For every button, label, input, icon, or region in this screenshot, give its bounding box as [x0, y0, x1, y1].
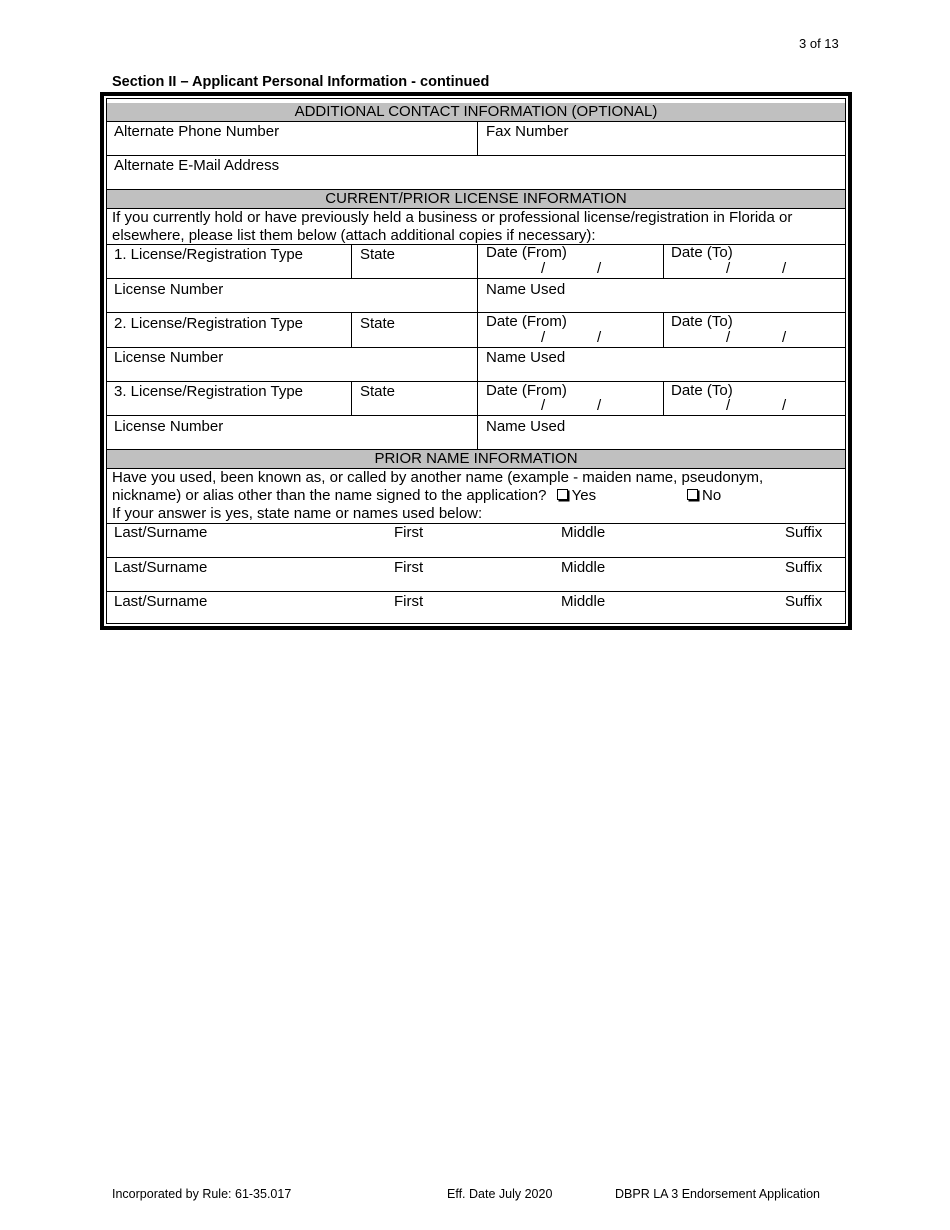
no-option[interactable]	[687, 487, 721, 505]
form-table	[106, 98, 846, 624]
suffix-label: Suffix	[785, 559, 823, 576]
section-title: Section II – Applicant Personal Information - continued	[112, 74, 490, 90]
first-label: First	[394, 559, 424, 576]
no-checkbox[interactable]	[687, 489, 698, 500]
page-number: 3 of 13	[799, 36, 839, 51]
divider	[351, 381, 352, 415]
prior-name-header: PRIOR NAME INFORMATION	[107, 450, 845, 468]
date-separator: /	[726, 260, 731, 277]
divider	[107, 312, 845, 313]
alt-email-label: Alternate E-Mail Address	[114, 157, 280, 174]
divider	[351, 244, 352, 278]
divider	[477, 415, 478, 449]
date-separator: /	[782, 260, 787, 277]
middle-label: Middle	[561, 524, 606, 541]
middle-label: Middle	[561, 559, 606, 576]
yes-option[interactable]	[557, 487, 596, 504]
first-label: First	[394, 593, 424, 610]
divider	[107, 244, 845, 245]
footer-rule: Incorporated by Rule: 61-35.017	[112, 1187, 292, 1201]
divider	[477, 121, 478, 155]
divider	[107, 415, 845, 416]
divider	[107, 591, 845, 592]
divider	[477, 381, 478, 415]
divider	[477, 278, 478, 312]
divider	[663, 312, 664, 347]
license-number-label: License Number	[114, 349, 224, 366]
application-form	[100, 92, 852, 630]
divider	[477, 312, 478, 347]
divider	[107, 155, 845, 156]
divider	[107, 523, 845, 524]
state-label: State	[360, 315, 396, 332]
date-separator: /	[597, 260, 602, 277]
date-separator: /	[597, 397, 602, 414]
divider	[107, 121, 845, 122]
date-separator: /	[782, 397, 787, 414]
prior-name-question-line1: Have you used, been known as, or called by another name (example - maiden name, pseudonym,	[112, 469, 764, 486]
date-from-label: Date (From)	[486, 244, 567, 261]
date-separator: /	[782, 329, 787, 346]
last-surname-label: Last/Surname	[114, 559, 208, 576]
date-separator: /	[541, 329, 546, 346]
suffix-label: Suffix	[785, 593, 823, 610]
divider	[663, 381, 664, 415]
divider	[663, 244, 664, 278]
suffix-label: Suffix	[785, 524, 823, 541]
divider	[351, 312, 352, 347]
fax-label: Fax Number	[486, 123, 569, 140]
date-separator: /	[541, 397, 546, 414]
prior-name-instruction: If your answer is yes, state name or names used below:	[112, 505, 483, 522]
divider	[477, 244, 478, 278]
license-type-label: 3. License/Registration Type	[114, 383, 304, 400]
date-separator: /	[597, 329, 602, 346]
first-label: First	[394, 524, 424, 541]
name-used-label: Name Used	[486, 281, 566, 298]
footer-eff-date: Eff. Date July 2020	[447, 1187, 553, 1201]
last-surname-label: Last/Surname	[114, 524, 208, 541]
license-number-label: License Number	[114, 281, 224, 298]
divider	[107, 278, 845, 279]
additional-contact-header: ADDITIONAL CONTACT INFORMATION (OPTIONAL)	[107, 103, 845, 121]
divider	[107, 347, 845, 348]
name-used-label: Name Used	[486, 418, 566, 435]
yes-label: Yes	[571, 487, 597, 504]
date-from-label: Date (From)	[486, 313, 567, 330]
date-separator: /	[541, 260, 546, 277]
state-label: State	[360, 383, 396, 400]
date-to-label: Date (To)	[671, 382, 733, 399]
last-surname-label: Last/Surname	[114, 593, 208, 610]
license-info-header: CURRENT/PRIOR LICENSE INFORMATION	[107, 190, 845, 208]
state-label: State	[360, 246, 396, 263]
divider	[107, 557, 845, 558]
alt-phone-label: Alternate Phone Number	[114, 123, 280, 140]
date-separator: /	[726, 329, 731, 346]
date-to-label: Date (To)	[671, 244, 733, 261]
yes-checkbox[interactable]	[557, 489, 568, 500]
license-type-label: 1. License/Registration Type	[114, 246, 304, 263]
license-instructions: If you currently hold or have previously held a business or professional license/registration in Florida or elsewhere, please list them below (attach additional copies if necessary):	[112, 209, 793, 244]
prior-name-question-text: nickname) or alias other than the name signed to the application?	[112, 487, 547, 504]
middle-label: Middle	[561, 593, 606, 610]
date-to-label: Date (To)	[671, 313, 733, 330]
divider	[107, 381, 845, 382]
no-label: No	[702, 487, 722, 504]
divider	[477, 347, 478, 381]
date-from-label: Date (From)	[486, 382, 567, 399]
license-type-label: 2. License/Registration Type	[114, 315, 304, 332]
prior-name-question-line2	[112, 487, 596, 505]
name-used-label: Name Used	[486, 349, 566, 366]
date-separator: /	[726, 397, 731, 414]
license-number-label: License Number	[114, 418, 224, 435]
footer-form-name: DBPR LA 3 Endorsement Application	[615, 1187, 820, 1201]
